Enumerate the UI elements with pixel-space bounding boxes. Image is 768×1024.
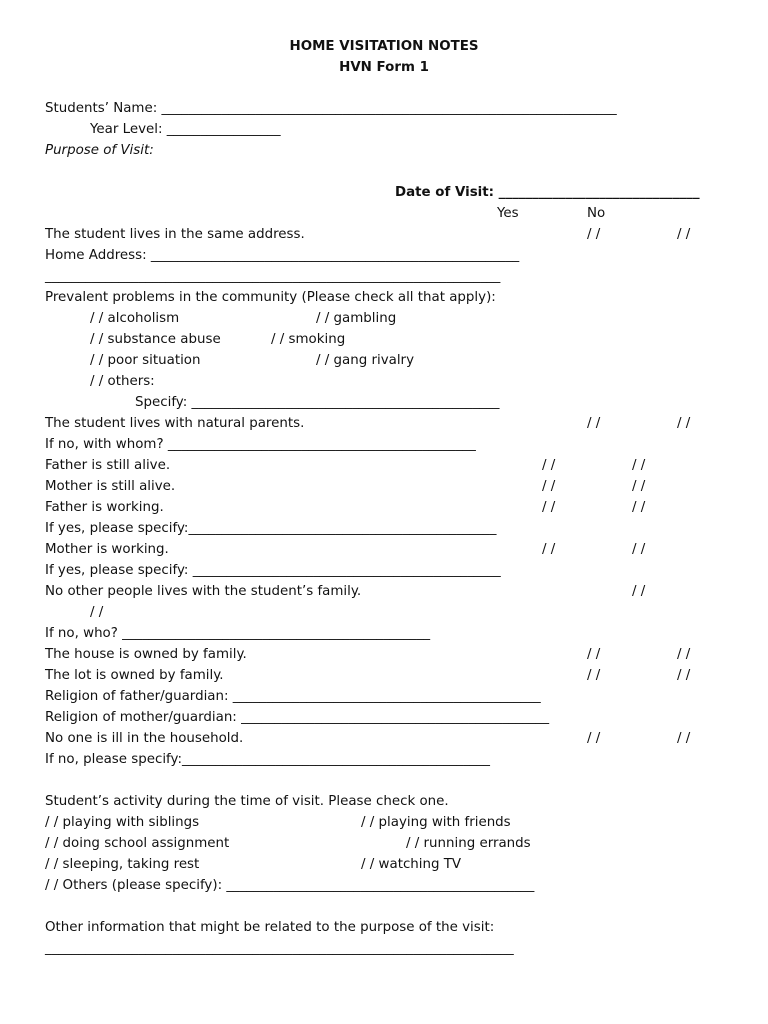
option-others-specify[interactable]: / / Others (please specify): ______________________________________________: [45, 878, 535, 893]
option-watching-tv[interactable]: / / watching TV: [361, 857, 462, 872]
option-gambling[interactable]: / / gambling: [316, 311, 397, 326]
form-number: HVN Form 1: [339, 60, 429, 75]
yes-column-header: Yes: [497, 206, 519, 221]
checkbox-no[interactable]: / /: [632, 500, 646, 515]
illness-specify-field[interactable]: If no, please specify:______________________________________________: [45, 752, 490, 767]
other-information-label: Other information that might be related to the purpose of the visit:: [45, 920, 495, 935]
father-job-specify-field[interactable]: If yes, please specify:______________________________________________: [45, 521, 497, 536]
date-of-visit-field[interactable]: Date of Visit: ______________________________: [395, 185, 700, 200]
no-column-header: No: [587, 206, 606, 221]
checkbox-no[interactable]: / /: [677, 668, 691, 683]
others-specify-field[interactable]: Specify: ______________________________________________: [135, 395, 500, 410]
checkbox-yes[interactable]: / /: [587, 647, 601, 662]
form-title: HOME VISITATION NOTES: [289, 39, 479, 54]
checkbox-yes[interactable]: / /: [542, 542, 556, 557]
home-address-field[interactable]: Home Address: _______________________________________________________: [45, 248, 520, 263]
option-sleeping[interactable]: / / sleeping, taking rest: [45, 857, 200, 872]
purpose-of-visit-label: Purpose of Visit:: [45, 143, 154, 158]
father-working-question: Father is working.: [45, 500, 164, 515]
checkbox-no[interactable]: / /: [632, 458, 646, 473]
checkbox-yes[interactable]: / /: [542, 479, 556, 494]
if-no-who-field[interactable]: If no, who? ______________________________________________: [45, 626, 431, 641]
checkbox-no[interactable]: / /: [632, 479, 646, 494]
checkbox-no[interactable]: / /: [677, 731, 691, 746]
father-alive-question: Father is still alive.: [45, 458, 171, 473]
option-alcoholism[interactable]: / / alcoholism: [90, 311, 180, 326]
option-substance-abuse[interactable]: / / substance abuse: [90, 332, 221, 347]
other-information-field[interactable]: ______________________________________________________________________: [45, 941, 514, 956]
checkbox-no[interactable]: / /: [632, 542, 646, 557]
no-other-people-question: No other people lives with the student’s family.: [45, 584, 362, 599]
mother-alive-question: Mother is still alive.: [45, 479, 176, 494]
option-gang-rivalry[interactable]: / / gang rivalry: [316, 353, 414, 368]
option-smoking[interactable]: / / smoking: [271, 332, 346, 347]
checkbox-no[interactable]: / /: [677, 416, 691, 431]
lot-owned-question: The lot is owned by family.: [45, 668, 224, 683]
checkbox-no[interactable]: / /: [677, 227, 691, 242]
year-level-field[interactable]: Year Level: _________________: [90, 122, 281, 137]
checkbox-yes[interactable]: / /: [90, 605, 104, 620]
option-others[interactable]: / / others:: [90, 374, 155, 389]
option-poor-situation[interactable]: / / poor situation: [90, 353, 201, 368]
option-doing-school-assignment[interactable]: / / doing school assignment: [45, 836, 230, 851]
mother-job-specify-field[interactable]: If yes, please specify: ______________________________________________: [45, 563, 501, 578]
home-address-continuation[interactable]: ____________________________________________________________________: [45, 269, 501, 284]
same-address-question: The student lives in the same address.: [45, 227, 305, 242]
option-playing-siblings[interactable]: / / playing with siblings: [45, 815, 200, 830]
option-running-errands[interactable]: / / running errands: [406, 836, 531, 851]
mother-working-question: Mother is working.: [45, 542, 169, 557]
checkbox-yes[interactable]: / /: [587, 731, 601, 746]
prevalent-problems-label: Prevalent problems in the community (Please check all that apply):: [45, 290, 496, 305]
checkbox-yes[interactable]: / /: [587, 227, 601, 242]
checkbox-yes[interactable]: / /: [542, 458, 556, 473]
religion-mother-field[interactable]: Religion of mother/guardian: ______________________________________________: [45, 710, 550, 725]
activity-label: Student’s activity during the time of visit. Please check one.: [45, 794, 449, 809]
checkbox-no[interactable]: / /: [632, 584, 646, 599]
religion-father-field[interactable]: Religion of father/guardian: ______________________________________________: [45, 689, 541, 704]
if-no-whom-field[interactable]: If no, with whom? ______________________________________________: [45, 437, 476, 452]
house-owned-question: The house is owned by family.: [45, 647, 247, 662]
no-one-ill-question: No one is ill in the household.: [45, 731, 244, 746]
checkbox-no[interactable]: / /: [677, 647, 691, 662]
option-playing-friends[interactable]: / / playing with friends: [361, 815, 511, 830]
natural-parents-question: The student lives with natural parents.: [45, 416, 305, 431]
student-name-field[interactable]: Students’ Name: ____________________________________________________________________: [45, 101, 617, 116]
checkbox-yes[interactable]: / /: [587, 668, 601, 683]
checkbox-yes[interactable]: / /: [542, 500, 556, 515]
checkbox-yes[interactable]: / /: [587, 416, 601, 431]
